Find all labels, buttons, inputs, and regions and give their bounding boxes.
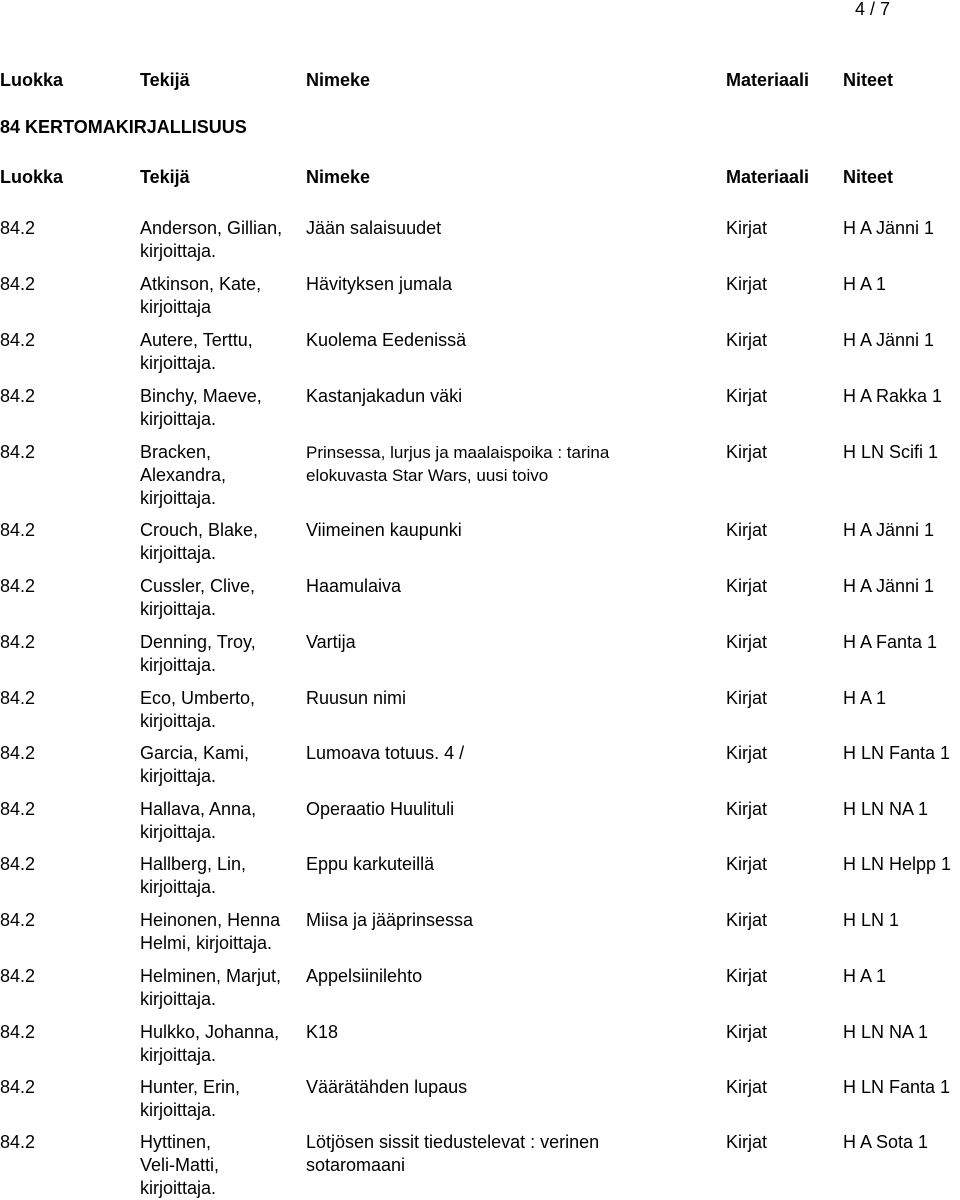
materiaali-cell: Kirjat: [726, 442, 768, 462]
niteet-cell: H LN 1: [843, 910, 900, 930]
nimeke-cell: Lötjösen sissit tiedustelevat : verinen sotaromaani: [306, 1132, 600, 1175]
materiaali-cell: Kirjat: [726, 576, 768, 596]
luokka-cell: 84.2: [0, 1022, 36, 1042]
niteet-cell: H LN Scifi 1: [843, 442, 939, 462]
luokka-cell: 84.2: [0, 910, 36, 930]
niteet-cell: H A Jänni 1: [843, 218, 935, 238]
col-niteet: Niteet: [843, 167, 894, 187]
niteet-cell: H LN Fanta 1: [843, 743, 951, 763]
materiaali-cell: Kirjat: [726, 910, 768, 930]
nimeke-cell: Haamulaiva: [306, 576, 402, 596]
luokka-cell: 84.2: [0, 274, 36, 294]
materiaali-cell: Kirjat: [726, 1077, 768, 1097]
tekija-cell: Hallava, Anna, kirjoittaja.: [140, 799, 257, 842]
tekija-cell: Heinonen, Henna Helmi, kirjoittaja.: [140, 910, 281, 953]
luokka-cell: 84.2: [0, 854, 36, 874]
materiaali-cell: Kirjat: [726, 330, 768, 350]
luokka-cell: 84.2: [0, 1132, 36, 1152]
nimeke-cell: Ruusun nimi: [306, 688, 407, 708]
niteet-cell: H LN NA 1: [843, 799, 929, 819]
nimeke-cell: Prinsessa, lurjus ja maalaispoika : tarina elokuvasta Star Wars, uusi toivo: [306, 443, 610, 485]
col-luokka: Luokka: [0, 167, 64, 187]
materiaali-cell: Kirjat: [726, 632, 768, 652]
nimeke-cell: Eppu karkuteillä: [306, 854, 435, 874]
tekija-cell: Eco, Umberto, kirjoittaja.: [140, 688, 256, 731]
luokka-cell: 84.2: [0, 632, 36, 652]
nimeke-cell: Jään salaisuudet: [306, 218, 442, 238]
col-materiaali: Materiaali: [726, 167, 810, 187]
niteet-cell: H A Fanta 1: [843, 632, 938, 652]
nimeke-cell: Vartija: [306, 632, 356, 652]
luokka-cell: 84.2: [0, 743, 36, 763]
tekija-cell: Hunter, Erin, kirjoittaja.: [140, 1077, 241, 1120]
materiaali-cell: Kirjat: [726, 386, 768, 406]
nimeke-cell: Kuolema Eedenissä: [306, 330, 467, 350]
materiaali-cell: Kirjat: [726, 966, 768, 986]
materiaali-cell: Kirjat: [726, 274, 768, 294]
col-materiaali: Materiaali: [726, 70, 810, 90]
luokka-cell: 84.2: [0, 386, 36, 406]
luokka-cell: 84.2: [0, 520, 36, 540]
col-nimeke: Nimeke: [306, 70, 371, 90]
luokka-cell: 84.2: [0, 330, 36, 350]
nimeke-cell: Hävityksen jumala: [306, 274, 453, 294]
tekija-cell: Hallberg, Lin, kirjoittaja.: [140, 854, 247, 897]
luokka-cell: 84.2: [0, 688, 36, 708]
tekija-cell: Atkinson, Kate, kirjoittaja: [140, 274, 262, 317]
column-header: [0, 167, 960, 189]
niteet-cell: H A Jänni 1: [843, 330, 935, 350]
luokka-cell: 84.2: [0, 966, 36, 986]
materiaali-cell: Kirjat: [726, 854, 768, 874]
tekija-cell: Crouch, Blake, kirjoittaja.: [140, 520, 259, 563]
materiaali-cell: Kirjat: [726, 688, 768, 708]
col-nimeke: Nimeke: [306, 167, 371, 187]
nimeke-cell: Miisa ja jääprinsessa: [306, 910, 474, 930]
materiaali-cell: Kirjat: [726, 743, 768, 763]
materiaali-cell: Kirjat: [726, 1132, 768, 1152]
luokka-cell: 84.2: [0, 576, 36, 596]
luokka-cell: 84.2: [0, 218, 36, 238]
tekija-cell: Helminen, Marjut, kirjoittaja.: [140, 966, 282, 1009]
niteet-cell: H A Rakka 1: [843, 386, 943, 406]
niteet-cell: H A Sota 1: [843, 1132, 929, 1152]
tekija-cell: Denning, Troy, kirjoittaja.: [140, 632, 256, 675]
nimeke-cell: Appelsiinilehto: [306, 966, 423, 986]
nimeke-cell: Lumoava totuus. 4 /: [306, 743, 465, 763]
luokka-cell: 84.2: [0, 442, 36, 462]
niteet-cell: H A Jänni 1: [843, 520, 935, 540]
nimeke-cell: Väärätähden lupaus: [306, 1077, 468, 1097]
nimeke-cell: K18: [306, 1022, 339, 1042]
tekija-cell: Binchy, Maeve, kirjoittaja.: [140, 386, 262, 429]
materiaali-cell: Kirjat: [726, 1022, 768, 1042]
col-niteet: Niteet: [843, 70, 894, 90]
tekija-cell: Autere, Terttu, kirjoittaja.: [140, 330, 253, 373]
materiaali-cell: Kirjat: [726, 799, 768, 819]
section-title: 84 KERTOMAKIRJALLISUUS: [0, 117, 247, 137]
nimeke-cell: Viimeinen kaupunki: [306, 520, 462, 540]
page-number: 4 / 7: [855, 0, 891, 19]
materiaali-cell: Kirjat: [726, 218, 768, 238]
niteet-cell: H A 1: [843, 966, 887, 986]
niteet-cell: H LN Helpp 1: [843, 854, 952, 874]
niteet-cell: H A 1: [843, 688, 887, 708]
col-tekija: Tekijä: [140, 167, 190, 187]
luokka-cell: 84.2: [0, 1077, 36, 1097]
col-tekija: Tekijä: [140, 70, 190, 90]
tekija-cell: Hulkko, Johanna, kirjoittaja.: [140, 1022, 280, 1065]
tekija-cell: Anderson, Gillian, kirjoittaja.: [140, 218, 283, 261]
nimeke-cell: Operaatio Huulituli: [306, 799, 455, 819]
niteet-cell: H LN Fanta 1: [843, 1077, 951, 1097]
niteet-cell: H LN NA 1: [843, 1022, 929, 1042]
tekija-cell: Garcia, Kami, kirjoittaja.: [140, 743, 250, 786]
col-luokka: Luokka: [0, 70, 64, 90]
niteet-cell: H A 1: [843, 274, 887, 294]
materiaali-cell: Kirjat: [726, 520, 768, 540]
tekija-cell: Hyttinen, Veli-Matti, kirjoittaja.: [140, 1132, 220, 1198]
tekija-cell: Bracken, Alexandra, kirjoittaja.: [140, 442, 227, 508]
nimeke-cell: Kastanjakadun väki: [306, 386, 463, 406]
niteet-cell: H A Jänni 1: [843, 576, 935, 596]
tekija-cell: Cussler, Clive, kirjoittaja.: [140, 576, 256, 619]
column-header-top: [0, 70, 960, 92]
luokka-cell: 84.2: [0, 799, 36, 819]
